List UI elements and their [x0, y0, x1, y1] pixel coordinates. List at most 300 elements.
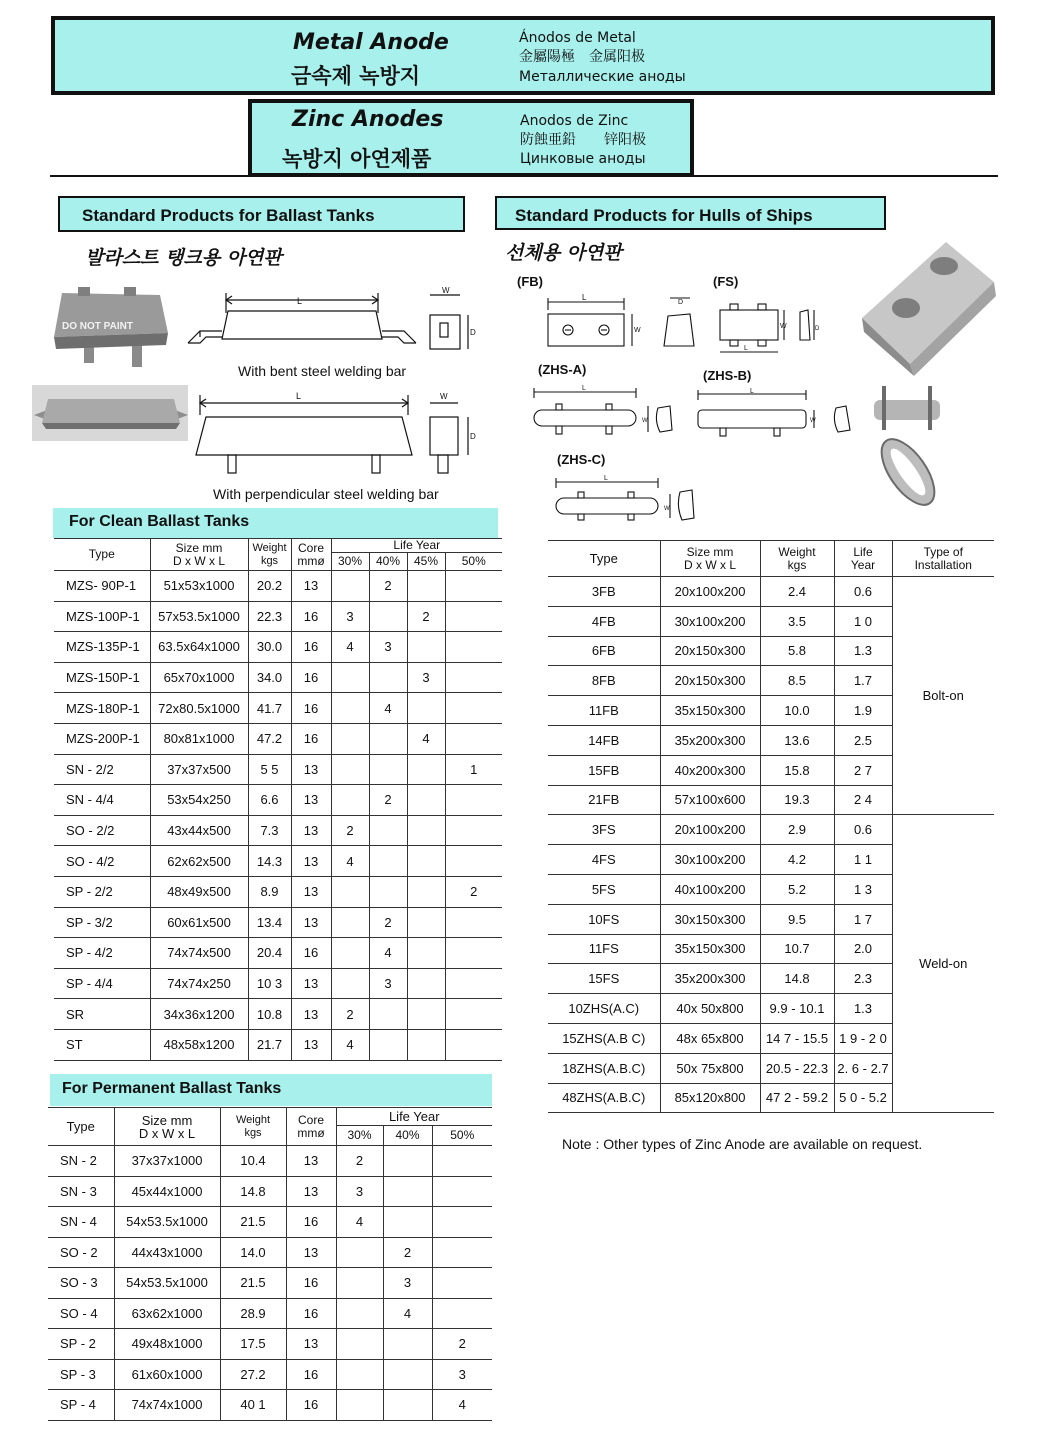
table-row: [54, 693, 502, 724]
ballast-section-title: Standard Products for Ballast Tanks: [58, 196, 465, 232]
table-cell: 4: [369, 693, 407, 724]
table-cell: 13: [291, 785, 331, 816]
table-cell: 0.6: [834, 815, 892, 845]
table-cell: 35x150x300: [660, 934, 760, 964]
col-life-year: Life Year: [331, 539, 502, 553]
dim-l-label: L: [582, 293, 587, 302]
table-cell: 5 0 - 5.2: [834, 1083, 892, 1113]
dim-w-label: W: [780, 323, 787, 330]
table-cell: 3: [369, 968, 407, 999]
table-cell: MZS- 90P-1: [54, 571, 150, 602]
table-cell: 1 0: [834, 606, 892, 636]
col-size: Size mm D x W x L: [150, 539, 248, 571]
table-cell: SO - 3: [48, 1268, 114, 1299]
table-cell: SP - 4/2: [54, 938, 150, 969]
table-cell: 72x80.5x1000: [150, 693, 248, 724]
table-cell: [331, 968, 369, 999]
dim-l-label: L: [604, 475, 608, 482]
table-cell: 13: [291, 815, 331, 846]
table-cell: 10.0: [760, 696, 834, 726]
table-row: [48, 1237, 492, 1268]
table-cell: 16: [291, 632, 331, 663]
table-cell: 16: [286, 1359, 336, 1390]
table-cell: 16: [291, 723, 331, 754]
table-cell: [407, 876, 445, 907]
table-cell: 4: [336, 1207, 383, 1238]
table-cell: 2: [432, 1329, 492, 1360]
table-cell: 43x44x500: [150, 815, 248, 846]
table-cell: 47 2 - 59.2: [760, 1083, 834, 1113]
metal-anode-title-ru: Металлические аноды: [519, 69, 686, 85]
table-cell: MZS-150P-1: [54, 662, 150, 693]
table-cell: MZS-200P-1: [54, 723, 150, 754]
table-cell: [369, 999, 407, 1030]
table-cell: 20.4: [248, 938, 291, 969]
table-cell: 49x48x1000: [114, 1329, 220, 1360]
table-cell: 5.2: [760, 874, 834, 904]
table-cell: 15ZHS(A.B C): [548, 1023, 660, 1053]
table-row: [48, 1329, 492, 1360]
table-cell: 1 3: [834, 874, 892, 904]
col-type: Type: [548, 541, 660, 577]
table-cell: 54x53.5x1000: [114, 1207, 220, 1238]
col-weight: Weight kgs: [248, 539, 291, 571]
table-cell: [445, 723, 502, 754]
table-cell: [407, 632, 445, 663]
table-cell: 2.4: [760, 577, 834, 607]
table-cell: 63x62x1000: [114, 1298, 220, 1329]
table-cell: 3FB: [548, 577, 660, 607]
table-cell: [407, 754, 445, 785]
table-cell: 60x61x500: [150, 907, 248, 938]
table-cell: 4: [407, 723, 445, 754]
table-cell: 40 1: [220, 1390, 286, 1421]
table-row: [48, 1268, 492, 1299]
table-cell: 20x150x300: [660, 666, 760, 696]
dim-l-label: L: [297, 296, 303, 306]
col-size: Size mm D x W x L: [660, 541, 760, 577]
table-cell: 1 1: [834, 845, 892, 875]
table-cell: 2 7: [834, 755, 892, 785]
table-cell: [331, 571, 369, 602]
table-cell: SP - 3/2: [54, 907, 150, 938]
label-zhs-c: (ZHS-C): [557, 452, 606, 467]
table-cell: 8.9: [248, 876, 291, 907]
table-cell: 40x 50x800: [660, 994, 760, 1024]
table-cell: 15FS: [548, 964, 660, 994]
col-45: 45%: [407, 553, 445, 571]
table-cell: 57x53.5x1000: [150, 601, 248, 632]
table-cell: [432, 1237, 492, 1268]
table-cell: [383, 1359, 432, 1390]
table-cell: [407, 1029, 445, 1060]
table-cell: 13: [291, 571, 331, 602]
table-row: [48, 1390, 492, 1421]
table-row: [54, 815, 502, 846]
table-cell: 16: [286, 1390, 336, 1421]
table-cell: 3: [383, 1268, 432, 1299]
table-cell: 10ZHS(A.C): [548, 994, 660, 1024]
col-type: Type: [48, 1108, 114, 1146]
table-cell: SO - 4/2: [54, 846, 150, 877]
table-row: [54, 1029, 502, 1060]
table-cell: [445, 999, 502, 1030]
table-cell: 2: [336, 1146, 383, 1177]
installation-weld-on: Weld-on: [892, 815, 994, 1113]
table-cell: 15FB: [548, 755, 660, 785]
table-cell: 3: [331, 601, 369, 632]
table-cell: 3: [407, 662, 445, 693]
table-cell: 16: [291, 601, 331, 632]
table-cell: [432, 1207, 492, 1238]
table-cell: 2: [331, 999, 369, 1030]
table-cell: 4: [432, 1390, 492, 1421]
table-cell: [445, 785, 502, 816]
table-cell: 35x200x300: [660, 725, 760, 755]
table-cell: 13: [286, 1146, 336, 1177]
table-cell: 48x49x500: [150, 876, 248, 907]
fs-drawing: [714, 290, 824, 358]
table-cell: [369, 1029, 407, 1060]
table-cell: SO - 2/2: [54, 815, 150, 846]
table-cell: 19.3: [760, 785, 834, 815]
table-cell: 62x62x500: [150, 846, 248, 877]
dim-d-label: D: [470, 328, 476, 337]
table-cell: [336, 1359, 383, 1390]
table-cell: 1.3: [834, 636, 892, 666]
table-cell: 16: [286, 1298, 336, 1329]
metal-anode-title-ko: 금속제 녹방지: [291, 64, 421, 88]
col-weight: Weight kgs: [760, 541, 834, 577]
table-cell: 16: [291, 693, 331, 724]
table-cell: SN - 2/2: [54, 754, 150, 785]
do-not-paint-text: DO NOT PAINT: [62, 321, 133, 332]
table-cell: 4: [331, 1029, 369, 1060]
table-cell: 6.6: [248, 785, 291, 816]
table-cell: [369, 601, 407, 632]
table-cell: 3: [369, 632, 407, 663]
dim-d-label: D: [815, 326, 820, 332]
table-cell: 21.5: [220, 1207, 286, 1238]
anode-photo-perp-bar: [32, 385, 188, 441]
table-cell: SO - 2: [48, 1237, 114, 1268]
table-cell: 20.5 - 22.3: [760, 1053, 834, 1083]
table-row: [548, 815, 994, 845]
table-cell: 40x100x200: [660, 874, 760, 904]
table-cell: 2.5: [834, 725, 892, 755]
table-cell: [432, 1268, 492, 1299]
table-cell: 13: [291, 876, 331, 907]
table-cell: [336, 1298, 383, 1329]
zhs-c-drawing: [552, 472, 702, 528]
table-cell: 4FS: [548, 845, 660, 875]
table-cell: [331, 723, 369, 754]
zhs-a-drawing: [530, 384, 680, 440]
table-cell: 1 7: [834, 904, 892, 934]
zhs-b-drawing: [690, 388, 860, 444]
table-cell: 27.2: [220, 1359, 286, 1390]
table-cell: 2: [445, 876, 502, 907]
table-cell: 6FB: [548, 636, 660, 666]
table-cell: 21.7: [248, 1029, 291, 1060]
caption-perp-bar: With perpendicular steel welding bar: [213, 486, 439, 502]
table-cell: MZS-180P-1: [54, 693, 150, 724]
table-cell: 40x200x300: [660, 755, 760, 785]
table-cell: 4.2: [760, 845, 834, 875]
table-cell: SR: [54, 999, 150, 1030]
table-cell: 10FS: [548, 904, 660, 934]
zinc-anode-banner: [248, 99, 694, 177]
metal-anode-banner: [51, 16, 995, 95]
col-40: 40%: [369, 553, 407, 571]
col-size: Size mm D x W x L: [114, 1108, 220, 1146]
table-cell: 30.0: [248, 632, 291, 663]
table-cell: 2 4: [834, 785, 892, 815]
table-cell: 16: [291, 662, 331, 693]
table-cell: 44x43x1000: [114, 1237, 220, 1268]
table-cell: 5 5: [248, 754, 291, 785]
table-cell: SO - 4: [48, 1298, 114, 1329]
table-cell: 13: [291, 754, 331, 785]
table-cell: 3: [336, 1176, 383, 1207]
dim-w-label: W: [664, 506, 670, 512]
table-cell: 48ZHS(A.B.C): [548, 1083, 660, 1113]
table-cell: [445, 938, 502, 969]
table-cell: [383, 1390, 432, 1421]
table-cell: SN - 4: [48, 1207, 114, 1238]
table-cell: 1 9 - 2 0: [834, 1023, 892, 1053]
table-row: [54, 907, 502, 938]
table-cell: [331, 938, 369, 969]
table-cell: 16: [286, 1207, 336, 1238]
table-cell: 10.7: [760, 934, 834, 964]
table-cell: 4FB: [548, 606, 660, 636]
col-50: 50%: [432, 1126, 492, 1146]
dim-w-label: W: [810, 418, 816, 424]
col-type: Type: [54, 539, 150, 571]
table-cell: 34x36x1200: [150, 999, 248, 1030]
col-core: Core mmø: [286, 1108, 336, 1146]
table-cell: 20x100x200: [660, 577, 760, 607]
bent-bar-drawing: [178, 285, 498, 355]
table-cell: SN - 3: [48, 1176, 114, 1207]
table-cell: 51x53x1000: [150, 571, 248, 602]
label-fs: (FS): [713, 274, 739, 289]
table-cell: [445, 968, 502, 999]
table-cell: 13: [286, 1329, 336, 1360]
clean-ballast-table: [54, 538, 502, 1061]
table-cell: [383, 1146, 432, 1177]
table-cell: 15.8: [760, 755, 834, 785]
table-cell: [331, 907, 369, 938]
table-cell: 2: [407, 601, 445, 632]
table-cell: [336, 1329, 383, 1360]
table-cell: [445, 632, 502, 663]
table-row: [48, 1207, 492, 1238]
dim-w-label: W: [634, 327, 641, 334]
table-row: [54, 754, 502, 785]
table-row: [54, 662, 502, 693]
table-cell: 2: [369, 571, 407, 602]
clean-ballast-title: For Clean Ballast Tanks: [53, 508, 498, 538]
dim-l-label: L: [744, 345, 748, 352]
table-cell: 13: [291, 846, 331, 877]
table-cell: 2: [369, 907, 407, 938]
table-cell: 8.5: [760, 666, 834, 696]
table-cell: 3.5: [760, 606, 834, 636]
table-cell: 5.8: [760, 636, 834, 666]
table-row: [54, 571, 502, 602]
table-row: [54, 601, 502, 632]
table-cell: SN - 2: [48, 1146, 114, 1177]
table-cell: [331, 662, 369, 693]
table-cell: 30x100x200: [660, 606, 760, 636]
table-cell: [407, 846, 445, 877]
table-cell: 74x74x250: [150, 968, 248, 999]
table-cell: 13: [291, 968, 331, 999]
table-cell: [336, 1390, 383, 1421]
table-cell: 18ZHS(A.B.C): [548, 1053, 660, 1083]
table-cell: 14 7 - 15.5: [760, 1023, 834, 1053]
col-weight: Weight kgs: [220, 1108, 286, 1146]
table-row: [54, 876, 502, 907]
table-cell: [445, 815, 502, 846]
table-cell: 47.2: [248, 723, 291, 754]
table-cell: 14.8: [760, 964, 834, 994]
table-cell: [407, 693, 445, 724]
table-cell: 11FB: [548, 696, 660, 726]
table-cell: 14.0: [220, 1237, 286, 1268]
table-cell: 3FS: [548, 815, 660, 845]
col-life-year: Life Year: [336, 1108, 492, 1126]
table-cell: SP - 3: [48, 1359, 114, 1390]
anode-photo-bent-bar: [40, 285, 172, 373]
table-cell: ST: [54, 1029, 150, 1060]
fb-drawing: [540, 290, 700, 350]
table-cell: 41.7: [248, 693, 291, 724]
table-cell: 80x81x1000: [150, 723, 248, 754]
table-cell: [445, 693, 502, 724]
dim-l-label: L: [296, 391, 302, 401]
table-cell: 17.5: [220, 1329, 286, 1360]
table-cell: 14.3: [248, 846, 291, 877]
table-cell: [331, 754, 369, 785]
table-cell: 10.8: [248, 999, 291, 1030]
table-cell: 0.6: [834, 577, 892, 607]
table-cell: 74x74x1000: [114, 1390, 220, 1421]
label-zhs-b: (ZHS-B): [703, 368, 752, 383]
table-row: [548, 577, 994, 607]
metal-anode-title-es: Ánodos de Metal: [519, 30, 636, 46]
table-cell: 37x37x1000: [114, 1146, 220, 1177]
table-cell: 10.4: [220, 1146, 286, 1177]
zinc-anode-title-es: Anodos de Zinc: [520, 113, 629, 129]
hull-anode-photo-block: [858, 236, 998, 376]
table-cell: 20x150x300: [660, 636, 760, 666]
label-fb: (FB): [517, 274, 543, 289]
table-cell: 2: [383, 1237, 432, 1268]
table-cell: 45x44x1000: [114, 1176, 220, 1207]
note-text: Note : Other types of Zinc Anode are available on request.: [562, 1136, 923, 1152]
zinc-anode-title-ru: Цинковые аноды: [520, 151, 646, 167]
table-cell: 30x150x300: [660, 904, 760, 934]
table-row: [54, 968, 502, 999]
table-cell: 2.0: [834, 934, 892, 964]
table-cell: 4: [331, 632, 369, 663]
table-cell: SP - 2: [48, 1329, 114, 1360]
col-30: 30%: [331, 553, 369, 571]
table-cell: 14FB: [548, 725, 660, 755]
zinc-anode-title-en: Zinc Anodes: [292, 107, 444, 132]
table-cell: 21FB: [548, 785, 660, 815]
table-cell: 48x58x1200: [150, 1029, 248, 1060]
col-life: Life Year: [834, 541, 892, 577]
perp-bar-drawing: [186, 385, 496, 475]
dim-l-label: L: [582, 385, 586, 392]
table-cell: [445, 907, 502, 938]
table-cell: 2: [331, 815, 369, 846]
table-row: [54, 785, 502, 816]
table-cell: 74x74x500: [150, 938, 248, 969]
table-cell: 16: [286, 1268, 336, 1299]
table-cell: 53x54x250: [150, 785, 248, 816]
table-cell: [407, 907, 445, 938]
table-cell: 35x150x300: [660, 696, 760, 726]
dim-w-label: W: [642, 418, 648, 424]
dim-d-label: D: [470, 432, 476, 441]
table-cell: [407, 815, 445, 846]
table-row: [54, 938, 502, 969]
table-cell: 20.2: [248, 571, 291, 602]
permanent-ballast-table: [48, 1107, 492, 1421]
permanent-ballast-title: For Permanent Ballast Tanks: [50, 1074, 492, 1106]
table-cell: [331, 876, 369, 907]
table-cell: [445, 846, 502, 877]
table-cell: [445, 1029, 502, 1060]
table-cell: 48x 65x800: [660, 1023, 760, 1053]
table-cell: 4: [369, 938, 407, 969]
table-cell: 13: [286, 1237, 336, 1268]
table-cell: 2. 6 - 2.7: [834, 1053, 892, 1083]
table-row: [54, 846, 502, 877]
table-cell: 2: [369, 785, 407, 816]
dim-d-label: D: [678, 299, 684, 306]
hulls-ko-subtitle: 선체용 아연판: [505, 242, 622, 264]
ballast-ko-subtitle: 발라스트 탱크용 아연판: [85, 247, 282, 269]
table-cell: [369, 754, 407, 785]
table-cell: 11FS: [548, 934, 660, 964]
table-cell: [331, 785, 369, 816]
dim-l-label: L: [750, 388, 754, 395]
table-cell: 28.9: [220, 1298, 286, 1329]
zinc-anode-title-cjk: 防蝕亜鉛 锌阳极: [520, 132, 646, 148]
table-cell: 4: [331, 846, 369, 877]
metal-anode-title-en: Metal Anode: [293, 30, 449, 55]
table-cell: 34.0: [248, 662, 291, 693]
hull-anode-photo-weld: [868, 382, 948, 512]
table-cell: 22.3: [248, 601, 291, 632]
table-cell: [369, 815, 407, 846]
table-cell: 35x200x300: [660, 964, 760, 994]
table-cell: 13.6: [760, 725, 834, 755]
table-cell: 20x100x200: [660, 815, 760, 845]
table-cell: 16: [291, 938, 331, 969]
table-cell: 1.3: [834, 994, 892, 1024]
table-cell: [383, 1176, 432, 1207]
table-row: [54, 999, 502, 1030]
label-zhs-a: (ZHS-A): [538, 362, 587, 377]
table-cell: 13.4: [248, 907, 291, 938]
